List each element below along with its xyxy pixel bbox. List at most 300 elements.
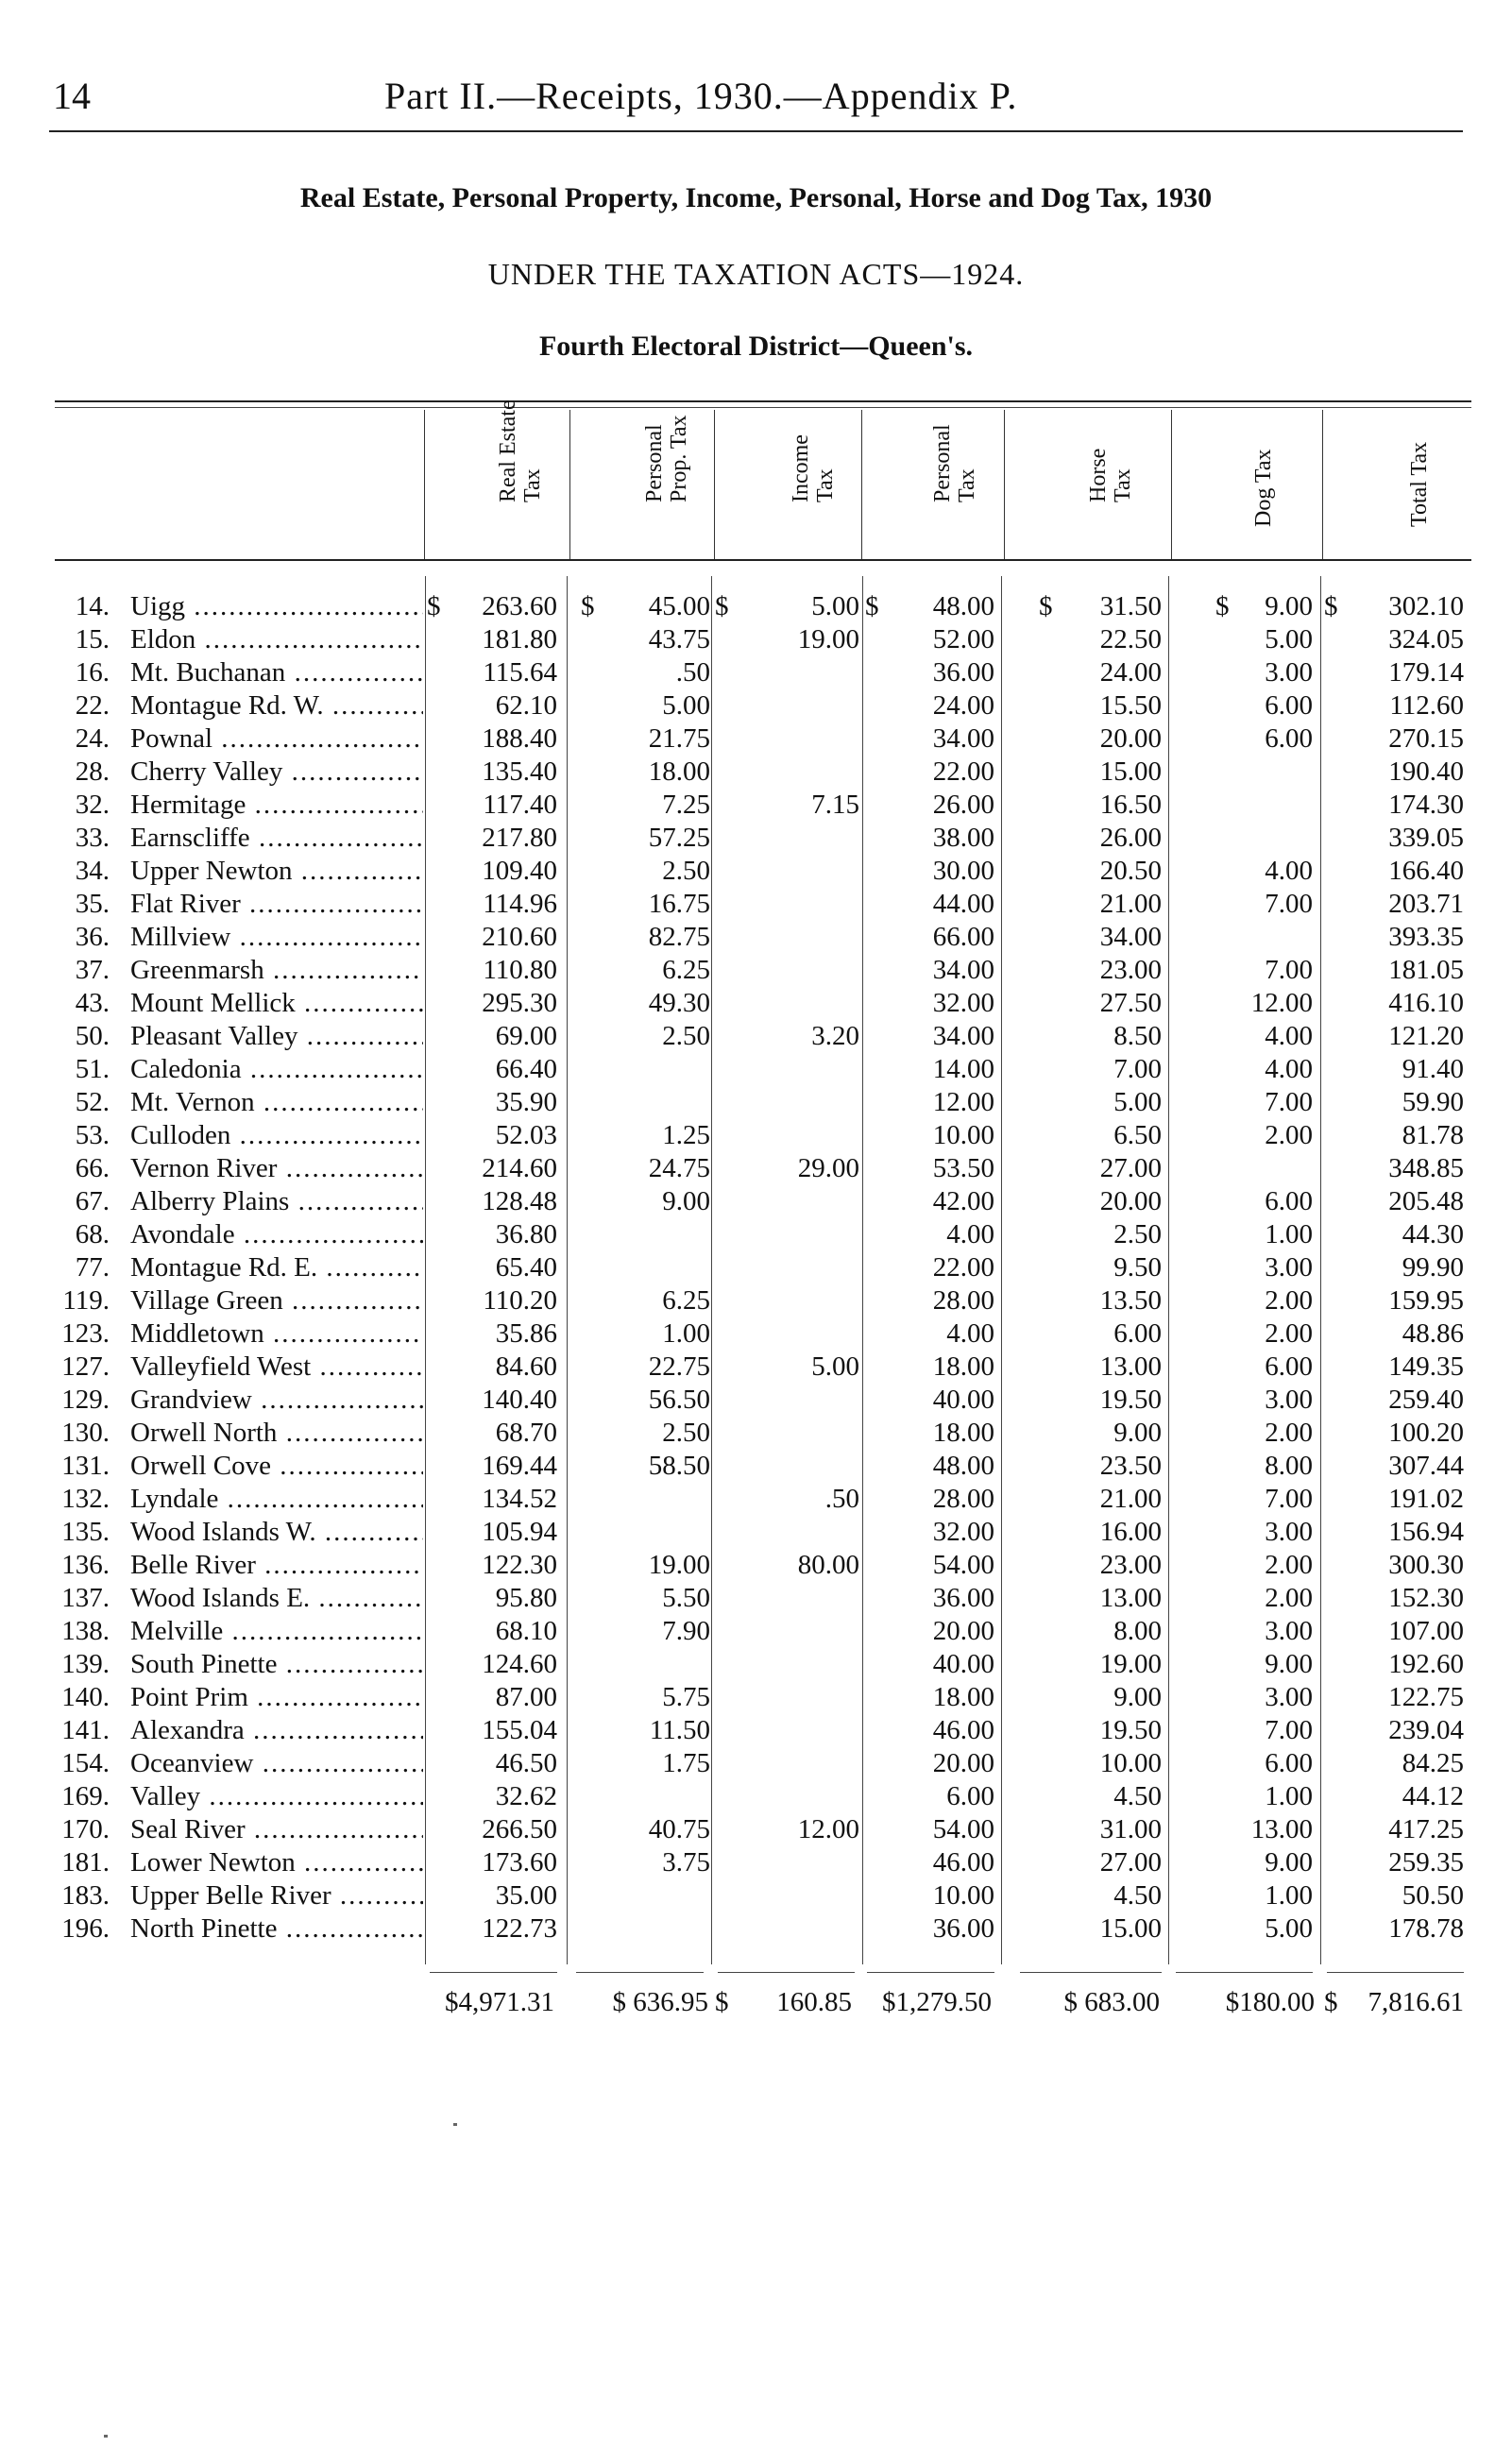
cell-horse: 27.00 bbox=[1099, 1847, 1162, 1878]
cell-personal-prop: 6.25 bbox=[662, 1285, 710, 1316]
district-name: Orwell Cove ..... bbox=[130, 1450, 423, 1483]
cell-personal-prop: 57.25 bbox=[648, 823, 710, 853]
cell-personal: 32.00 bbox=[932, 1517, 994, 1547]
cell-personal: 40.00 bbox=[932, 1649, 994, 1679]
cell-real-estate: 295.30 bbox=[482, 988, 557, 1018]
cell-horse: 6.50 bbox=[1113, 1120, 1162, 1150]
dollar-sign: $ bbox=[715, 591, 729, 621]
cell-total: 302.10 bbox=[1388, 591, 1464, 621]
cell-real-estate: 69.00 bbox=[495, 1021, 557, 1051]
cell-real-estate: 210.60 bbox=[482, 922, 557, 952]
district-name: Alexandra ..... bbox=[130, 1714, 423, 1747]
cell-real-estate: 140.40 bbox=[482, 1385, 557, 1415]
cell-real-estate: 169.44 bbox=[482, 1451, 557, 1481]
table-top-rule bbox=[55, 400, 1471, 402]
cell-real-estate: 62.10 bbox=[495, 690, 557, 721]
cell-personal-prop: 16.75 bbox=[648, 889, 710, 919]
row-number: 32. bbox=[75, 790, 110, 820]
row-number: 15. bbox=[75, 624, 110, 654]
cell-personal-prop: 40.75 bbox=[648, 1814, 710, 1844]
district-name: Caledonia ..... bbox=[130, 1053, 423, 1086]
district-name: Mt. Vernon ..... bbox=[130, 1086, 423, 1119]
cell-total: 205.48 bbox=[1388, 1186, 1464, 1216]
cell-personal: 36.00 bbox=[932, 657, 994, 688]
table-row bbox=[0, 590, 1512, 623]
district-name: Valley ..... bbox=[130, 1780, 423, 1813]
cell-horse: 4.50 bbox=[1113, 1880, 1162, 1911]
total-rule bbox=[576, 1972, 704, 1973]
cell-dog: 7.00 bbox=[1265, 889, 1313, 919]
cell-horse: 13.00 bbox=[1099, 1583, 1162, 1613]
cell-income: 19.00 bbox=[797, 624, 859, 654]
cell-dog: 9.00 bbox=[1265, 591, 1313, 621]
table-row bbox=[0, 987, 1512, 1020]
cell-personal: 6.00 bbox=[946, 1781, 994, 1811]
cell-horse: 23.50 bbox=[1099, 1451, 1162, 1481]
total-rule bbox=[867, 1972, 994, 1973]
cell-total: 300.30 bbox=[1388, 1550, 1464, 1580]
cell-real-estate: 95.80 bbox=[495, 1583, 557, 1613]
row-number: 43. bbox=[75, 988, 110, 1018]
cell-real-estate: 109.40 bbox=[482, 856, 557, 886]
cell-horse: 20.00 bbox=[1099, 723, 1162, 754]
column-header-horse: Horse Tax bbox=[1086, 448, 1135, 502]
cell-personal-prop: 5.50 bbox=[662, 1583, 710, 1613]
cell-real-estate: 35.90 bbox=[495, 1087, 557, 1117]
row-number: 35. bbox=[75, 889, 110, 919]
row-number: 123. bbox=[61, 1318, 110, 1349]
cell-personal: 28.00 bbox=[932, 1484, 994, 1514]
cell-horse: 10.00 bbox=[1099, 1748, 1162, 1778]
cell-dog: 2.00 bbox=[1265, 1285, 1313, 1316]
cell-income: 12.00 bbox=[797, 1814, 859, 1844]
cell-real-estate: 68.10 bbox=[495, 1616, 557, 1646]
dollar-sign: $ bbox=[1324, 591, 1338, 621]
header-divider bbox=[424, 410, 425, 559]
cell-personal: 46.00 bbox=[932, 1847, 994, 1878]
district-name: Melville ..... bbox=[130, 1615, 423, 1648]
cell-personal-prop: 11.50 bbox=[649, 1715, 710, 1745]
cell-dog: 8.00 bbox=[1265, 1451, 1313, 1481]
column-header-total: Total Tax bbox=[1407, 441, 1432, 527]
table-row bbox=[0, 1417, 1512, 1450]
header-divider bbox=[1171, 410, 1172, 559]
cell-personal-prop: 1.00 bbox=[662, 1318, 710, 1349]
district-name: Montague Rd. E. ..... bbox=[130, 1251, 423, 1284]
running-header bbox=[49, 74, 1463, 121]
cell-personal: 24.00 bbox=[932, 690, 994, 721]
table-row bbox=[0, 689, 1512, 722]
cell-personal: 28.00 bbox=[932, 1285, 994, 1316]
cell-total: 324.05 bbox=[1388, 624, 1464, 654]
cell-income: .50 bbox=[824, 1484, 859, 1514]
row-number: 140. bbox=[61, 1682, 110, 1712]
district-name: Lyndale ..... bbox=[130, 1483, 423, 1516]
row-number: 141. bbox=[61, 1715, 110, 1745]
cell-horse: 20.50 bbox=[1099, 856, 1162, 886]
table-row bbox=[0, 1516, 1512, 1549]
total-rule bbox=[430, 1972, 557, 1973]
total-dog: $180.00 bbox=[1225, 1987, 1315, 2017]
cell-personal-prop: 56.50 bbox=[648, 1385, 710, 1415]
district-name: South Pinette ..... bbox=[130, 1648, 423, 1681]
row-number: 28. bbox=[75, 756, 110, 787]
cell-total: 100.20 bbox=[1388, 1418, 1464, 1448]
table-row bbox=[0, 1648, 1512, 1681]
cell-total: 50.50 bbox=[1402, 1880, 1464, 1911]
district-name: Seal River ..... bbox=[130, 1813, 423, 1846]
cell-personal: 66.00 bbox=[932, 922, 994, 952]
cell-personal-prop: 18.00 bbox=[648, 756, 710, 787]
total-personal-prop: $ 636.95 bbox=[612, 1987, 708, 2017]
cell-horse: 15.00 bbox=[1099, 756, 1162, 787]
row-number: 68. bbox=[75, 1219, 110, 1249]
table-row bbox=[0, 1185, 1512, 1218]
cell-total: 192.60 bbox=[1388, 1649, 1464, 1679]
cell-total: 416.10 bbox=[1388, 988, 1464, 1018]
cell-dog: 9.00 bbox=[1265, 1847, 1313, 1878]
print-speck bbox=[453, 2123, 457, 2126]
row-number: 67. bbox=[75, 1186, 110, 1216]
row-number: 183. bbox=[61, 1880, 110, 1911]
cell-dog: 6.00 bbox=[1265, 690, 1313, 721]
cell-personal: 4.00 bbox=[946, 1219, 994, 1249]
cell-personal-prop: 45.00 bbox=[648, 591, 710, 621]
cell-horse: 27.50 bbox=[1099, 988, 1162, 1018]
cell-personal: 30.00 bbox=[932, 856, 994, 886]
cell-real-estate: 32.62 bbox=[495, 1781, 557, 1811]
total-rule bbox=[1327, 1972, 1464, 1973]
cell-personal: 26.00 bbox=[932, 790, 994, 820]
cell-horse: 19.50 bbox=[1099, 1715, 1162, 1745]
cell-horse: 16.00 bbox=[1099, 1517, 1162, 1547]
district-name: Wood Islands E. ..... bbox=[130, 1582, 423, 1615]
cell-dog: 5.00 bbox=[1265, 1913, 1313, 1944]
cell-dog: 6.00 bbox=[1265, 1351, 1313, 1382]
header-divider bbox=[1322, 410, 1323, 559]
cell-personal: 14.00 bbox=[932, 1054, 994, 1084]
cell-personal: 38.00 bbox=[932, 823, 994, 853]
row-number: 52. bbox=[75, 1087, 110, 1117]
cell-personal: 48.00 bbox=[932, 1451, 994, 1481]
cell-real-estate: 181.80 bbox=[482, 624, 557, 654]
cell-dog: 3.00 bbox=[1265, 1682, 1313, 1712]
cell-dog: 2.00 bbox=[1265, 1318, 1313, 1349]
table-row bbox=[0, 1351, 1512, 1384]
cell-horse: 31.00 bbox=[1099, 1814, 1162, 1844]
cell-horse: 15.00 bbox=[1099, 1913, 1162, 1944]
cell-total: 259.40 bbox=[1388, 1385, 1464, 1415]
cell-personal-prop: .50 bbox=[675, 657, 710, 688]
cell-real-estate: 110.80 bbox=[483, 955, 557, 985]
table-row bbox=[0, 722, 1512, 756]
header-rule bbox=[49, 130, 1463, 132]
district-name: Cherry Valley ..... bbox=[130, 756, 423, 789]
cell-horse: 16.50 bbox=[1099, 790, 1162, 820]
cell-total: 59.90 bbox=[1402, 1087, 1464, 1117]
column-header-personal-prop: Personal Prop. Tax bbox=[642, 415, 691, 502]
district-name: Mount Mellick ..... bbox=[130, 987, 423, 1020]
cell-personal: 10.00 bbox=[932, 1880, 994, 1911]
cell-personal: 20.00 bbox=[932, 1616, 994, 1646]
cell-horse: 9.00 bbox=[1113, 1682, 1162, 1712]
column-header-income: Income Tax bbox=[789, 434, 838, 502]
cell-total: 48.86 bbox=[1402, 1318, 1464, 1349]
district-name: Eldon ..... bbox=[130, 623, 423, 656]
cell-personal: 20.00 bbox=[932, 1748, 994, 1778]
district-name: Pownal ..... bbox=[130, 722, 423, 756]
table-body bbox=[0, 590, 1512, 1946]
cell-total: 112.60 bbox=[1389, 690, 1464, 721]
cell-total: 203.71 bbox=[1388, 889, 1464, 919]
cell-real-estate: 36.80 bbox=[495, 1219, 557, 1249]
row-number: 136. bbox=[61, 1550, 110, 1580]
table-row bbox=[0, 1813, 1512, 1846]
cell-real-estate: 65.40 bbox=[495, 1252, 557, 1283]
cell-dog: 2.00 bbox=[1265, 1583, 1313, 1613]
cell-real-estate: 128.48 bbox=[482, 1186, 557, 1216]
cell-personal: 54.00 bbox=[932, 1814, 994, 1844]
cell-personal: 54.00 bbox=[932, 1550, 994, 1580]
row-number: 139. bbox=[61, 1649, 110, 1679]
running-title: Part II.—Receipts, 1930.—Appendix P. bbox=[384, 75, 1018, 117]
total-income: 160.85 bbox=[776, 1987, 852, 2017]
row-number: 130. bbox=[61, 1418, 110, 1448]
cell-personal: 18.00 bbox=[932, 1418, 994, 1448]
cell-personal-prop: 5.75 bbox=[662, 1682, 710, 1712]
district-name: Mt. Buchanan ..... bbox=[130, 656, 423, 689]
cell-income: 5.00 bbox=[811, 591, 859, 621]
row-number: 22. bbox=[75, 690, 110, 721]
cell-real-estate: 122.73 bbox=[482, 1913, 557, 1944]
cell-total: 99.90 bbox=[1402, 1252, 1464, 1283]
cell-horse: 13.00 bbox=[1099, 1351, 1162, 1382]
cell-real-estate: 122.30 bbox=[482, 1550, 557, 1580]
cell-total: 44.30 bbox=[1402, 1219, 1464, 1249]
cell-personal: 18.00 bbox=[932, 1351, 994, 1382]
cell-total: 307.44 bbox=[1388, 1451, 1464, 1481]
table-row bbox=[0, 1549, 1512, 1582]
cell-horse: 34.00 bbox=[1099, 922, 1162, 952]
table-row bbox=[0, 623, 1512, 656]
cell-personal: 22.00 bbox=[932, 1252, 994, 1283]
row-number: 135. bbox=[61, 1517, 110, 1547]
cell-total: 181.05 bbox=[1388, 955, 1464, 985]
dollar-sign: $ bbox=[1215, 591, 1230, 621]
cell-dog: 3.00 bbox=[1265, 1252, 1313, 1283]
cell-dog: 5.00 bbox=[1265, 624, 1313, 654]
cell-dog: 1.00 bbox=[1265, 1781, 1313, 1811]
cell-dog: 6.00 bbox=[1265, 1186, 1313, 1216]
table-row bbox=[0, 1714, 1512, 1747]
table-row bbox=[0, 1284, 1512, 1317]
table-row bbox=[0, 1317, 1512, 1351]
cell-total: 174.30 bbox=[1388, 790, 1464, 820]
dollar-sign: $ bbox=[427, 591, 441, 621]
table-row bbox=[0, 1251, 1512, 1284]
cell-real-estate: 155.04 bbox=[482, 1715, 557, 1745]
cell-horse: 23.00 bbox=[1099, 955, 1162, 985]
table-subtitle: UNDER THE TAXATION ACTS—1924. bbox=[487, 257, 1025, 291]
district-name: Oceanview ..... bbox=[130, 1747, 423, 1780]
table-row bbox=[0, 1086, 1512, 1119]
table-row bbox=[0, 1846, 1512, 1879]
dollar-sign: $ bbox=[1039, 591, 1053, 621]
cell-dog: 9.00 bbox=[1265, 1649, 1313, 1679]
cell-real-estate: 35.86 bbox=[495, 1318, 557, 1349]
cell-real-estate: 214.60 bbox=[482, 1153, 557, 1183]
cell-dog: 7.00 bbox=[1265, 1087, 1313, 1117]
cell-total: 81.78 bbox=[1402, 1120, 1464, 1150]
district-name: Wood Islands W. ..... bbox=[130, 1516, 423, 1549]
cell-real-estate: 173.60 bbox=[482, 1847, 557, 1878]
dollar-sign: $ bbox=[581, 591, 595, 621]
district-name: Vernon River ..... bbox=[130, 1152, 423, 1185]
cell-personal: 36.00 bbox=[932, 1913, 994, 1944]
table-row bbox=[0, 1152, 1512, 1185]
table-title: Real Estate, Personal Property, Income, Personal, Horse and Dog Tax, 1930 bbox=[299, 182, 1213, 213]
cell-personal-prop: 2.50 bbox=[662, 1418, 710, 1448]
table-row bbox=[0, 1384, 1512, 1417]
total-income-dollar: $ bbox=[715, 1987, 729, 2017]
table-row bbox=[0, 1450, 1512, 1483]
cell-total: 339.05 bbox=[1388, 823, 1464, 853]
cell-dog: 2.00 bbox=[1265, 1550, 1313, 1580]
row-number: 169. bbox=[61, 1781, 110, 1811]
cell-total: 149.35 bbox=[1388, 1351, 1464, 1382]
district-heading: Fourth Electoral District—Queen's. bbox=[538, 331, 974, 362]
cell-personal-prop: 19.00 bbox=[648, 1550, 710, 1580]
cell-personal: 4.00 bbox=[946, 1318, 994, 1349]
table-row bbox=[0, 1681, 1512, 1714]
district-name: Orwell North ..... bbox=[130, 1417, 423, 1450]
cell-horse: 9.50 bbox=[1113, 1252, 1162, 1283]
cell-real-estate: 68.70 bbox=[495, 1418, 557, 1448]
district-name: Culloden ..... bbox=[130, 1119, 423, 1152]
row-number: 181. bbox=[61, 1847, 110, 1878]
cell-real-estate: 35.00 bbox=[495, 1880, 557, 1911]
cell-income: 3.20 bbox=[811, 1021, 859, 1051]
cell-real-estate: 115.64 bbox=[483, 657, 557, 688]
row-number: 50. bbox=[75, 1021, 110, 1051]
cell-personal: 52.00 bbox=[932, 624, 994, 654]
total-dollar: $ bbox=[1324, 1987, 1338, 2017]
row-number: 14. bbox=[75, 591, 110, 621]
cell-dog: 3.00 bbox=[1265, 1385, 1313, 1415]
row-number: 34. bbox=[75, 856, 110, 886]
cell-total: 107.00 bbox=[1388, 1616, 1464, 1646]
cell-income: 5.00 bbox=[811, 1351, 859, 1382]
cell-personal-prop: 5.00 bbox=[662, 690, 710, 721]
cell-personal: 42.00 bbox=[932, 1186, 994, 1216]
header-divider bbox=[569, 410, 570, 559]
cell-personal-prop: 2.50 bbox=[662, 856, 710, 886]
cell-income: 80.00 bbox=[797, 1550, 859, 1580]
cell-horse: 9.00 bbox=[1113, 1418, 1162, 1448]
cell-personal: 34.00 bbox=[932, 1021, 994, 1051]
cell-real-estate: 46.50 bbox=[495, 1748, 557, 1778]
cell-horse: 26.00 bbox=[1099, 823, 1162, 853]
district-name: Earnscliffe ..... bbox=[130, 822, 423, 855]
cell-personal: 46.00 bbox=[932, 1715, 994, 1745]
table-row bbox=[0, 1218, 1512, 1251]
cell-horse: 4.50 bbox=[1113, 1781, 1162, 1811]
row-number: 129. bbox=[61, 1385, 110, 1415]
table-top-rule-thin bbox=[55, 407, 1471, 408]
district-name: Alberry Plains ..... bbox=[130, 1185, 423, 1218]
cell-horse: 19.50 bbox=[1099, 1385, 1162, 1415]
cell-income: 7.15 bbox=[811, 790, 859, 820]
cell-personal-prop: 9.00 bbox=[662, 1186, 710, 1216]
cell-real-estate: 188.40 bbox=[482, 723, 557, 754]
table-row bbox=[0, 954, 1512, 987]
row-number: 16. bbox=[75, 657, 110, 688]
cell-real-estate: 110.20 bbox=[483, 1285, 557, 1316]
cell-personal: 44.00 bbox=[932, 889, 994, 919]
total-horse: $ 683.00 bbox=[1063, 1987, 1160, 2017]
table-row bbox=[0, 1747, 1512, 1780]
cell-personal: 10.00 bbox=[932, 1120, 994, 1150]
cell-personal-prop: 3.75 bbox=[662, 1847, 710, 1878]
cell-total: 270.15 bbox=[1388, 723, 1464, 754]
cell-personal: 34.00 bbox=[932, 723, 994, 754]
cell-horse: 8.00 bbox=[1113, 1616, 1162, 1646]
cell-dog: 3.00 bbox=[1265, 657, 1313, 688]
row-number: 131. bbox=[61, 1451, 110, 1481]
cell-horse: 6.00 bbox=[1113, 1318, 1162, 1349]
cell-dog: 7.00 bbox=[1265, 1484, 1313, 1514]
print-speck bbox=[104, 2435, 108, 2438]
cell-total: 122.75 bbox=[1388, 1682, 1464, 1712]
column-header-personal: Personal Tax bbox=[930, 424, 979, 502]
cell-dog: 6.00 bbox=[1265, 1748, 1313, 1778]
table-row bbox=[0, 656, 1512, 689]
cell-total: 121.20 bbox=[1388, 1021, 1464, 1051]
cell-personal: 12.00 bbox=[932, 1087, 994, 1117]
cell-real-estate: 52.03 bbox=[495, 1120, 557, 1150]
district-name: Hermitage ..... bbox=[130, 789, 423, 822]
cell-total: 84.25 bbox=[1402, 1748, 1464, 1778]
cell-total: 152.30 bbox=[1388, 1583, 1464, 1613]
cell-personal-prop: 58.50 bbox=[648, 1451, 710, 1481]
cell-real-estate: 66.40 bbox=[495, 1054, 557, 1084]
cell-horse: 5.00 bbox=[1113, 1087, 1162, 1117]
cell-personal: 53.50 bbox=[932, 1153, 994, 1183]
cell-real-estate: 217.80 bbox=[482, 823, 557, 853]
cell-personal: 34.00 bbox=[932, 955, 994, 985]
cell-real-estate: 105.94 bbox=[482, 1517, 557, 1547]
cell-dog: 3.00 bbox=[1265, 1517, 1313, 1547]
cell-real-estate: 87.00 bbox=[495, 1682, 557, 1712]
table-row bbox=[0, 1119, 1512, 1152]
table-row bbox=[0, 1780, 1512, 1813]
cell-dog: 7.00 bbox=[1265, 1715, 1313, 1745]
cell-total: 91.40 bbox=[1402, 1054, 1464, 1084]
cell-total: 348.85 bbox=[1388, 1153, 1464, 1183]
page-number: 14 bbox=[53, 75, 91, 117]
cell-horse: 21.00 bbox=[1099, 889, 1162, 919]
cell-real-estate: 135.40 bbox=[482, 756, 557, 787]
cell-total: 156.94 bbox=[1388, 1517, 1464, 1547]
row-number: 170. bbox=[61, 1814, 110, 1844]
total-total: 7,816.61 bbox=[1368, 1987, 1464, 2017]
cell-personal: 32.00 bbox=[932, 988, 994, 1018]
row-number: 119. bbox=[62, 1285, 110, 1316]
cell-total: 159.95 bbox=[1388, 1285, 1464, 1316]
cell-dog: 1.00 bbox=[1265, 1880, 1313, 1911]
cell-horse: 13.50 bbox=[1099, 1285, 1162, 1316]
table-row bbox=[0, 1020, 1512, 1053]
